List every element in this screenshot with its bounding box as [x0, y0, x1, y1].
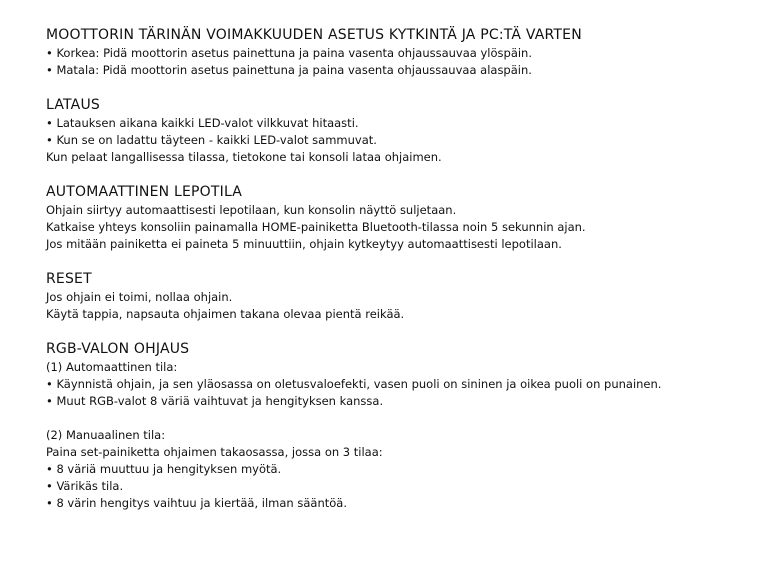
text-line: Jos ohjain ei toimi, nollaa ohjain. [46, 290, 233, 304]
section-charging [46, 96, 756, 166]
text-line: • Kun se on ladattu täyteen - kaikki LED-valot sammuvat. [46, 133, 377, 147]
section-motor-vibration [46, 26, 756, 79]
text-line: • Käynnistä ohjain, ja sen yläosassa on oletusvaloefekti, vasen puoli on sininen ja oikea puoli on punainen. [46, 377, 662, 391]
subheading-manual-mode: (2) Manuaalinen tila: [46, 428, 166, 442]
text-line: • Latauksen aikana kaikki LED-valot vilkkuvat hitaasti. [46, 116, 359, 130]
text-line: Kun pelaat langallisessa tilassa, tietokone tai konsoli lataa ohjaimen. [46, 150, 442, 164]
text-line: Paina set-painiketta ohjaimen takaosassa, jossa on 3 tilaa: [46, 445, 383, 459]
section-auto-sleep [46, 183, 756, 253]
spacer [46, 410, 756, 427]
text-line: • Värikäs tila. [46, 479, 124, 493]
text-line: Katkaise yhteys konsoliin painamalla HOME-painiketta Bluetooth-tilassa noin 5 sekunnin ajan. [46, 220, 586, 234]
text-line: Käytä tappia, napsauta ohjaimen takana olevaa pientä reikää. [46, 307, 405, 321]
section-heading: MOOTTORIN TÄRINÄN VOIMAKKUUDEN ASETUS KYTKINTÄ JA PC:TÄ VARTEN [46, 27, 582, 43]
text-line: • 8 väriä muuttuu ja hengityksen myötä. [46, 462, 282, 476]
text-line: • Korkea: Pidä moottorin asetus painettuna ja paina vasenta ohjaussauvaa ylöspäin. [46, 46, 533, 60]
section-heading: RGB-VALON OHJAUS [46, 341, 190, 357]
section-heading: LATAUS [46, 97, 100, 113]
text-line: • 8 värin hengitys vaihtuu ja kiertää, ilman sääntöä. [46, 496, 347, 510]
section-rgb-control [46, 340, 756, 512]
text-line: Ohjain siirtyy automaattisesti lepotilaan, kun konsolin näyttö suljetaan. [46, 203, 457, 217]
document [46, 26, 756, 529]
section-heading: RESET [46, 271, 92, 287]
subheading-auto-mode: (1) Automaattinen tila: [46, 360, 178, 374]
section-heading: AUTOMAATTINEN LEPOTILA [46, 184, 243, 200]
text-line: • Muut RGB-valot 8 väriä vaihtuvat ja hengityksen kanssa. [46, 394, 384, 408]
section-reset [46, 270, 756, 323]
text-line: Jos mitään painiketta ei paineta 5 minuuttiin, ohjain kytkeytyy automaattisesti lepotilaan. [46, 237, 562, 251]
text-line: • Matala: Pidä moottorin asetus painettuna ja paina vasenta ohjaussauvaa alaspäin. [46, 63, 532, 77]
